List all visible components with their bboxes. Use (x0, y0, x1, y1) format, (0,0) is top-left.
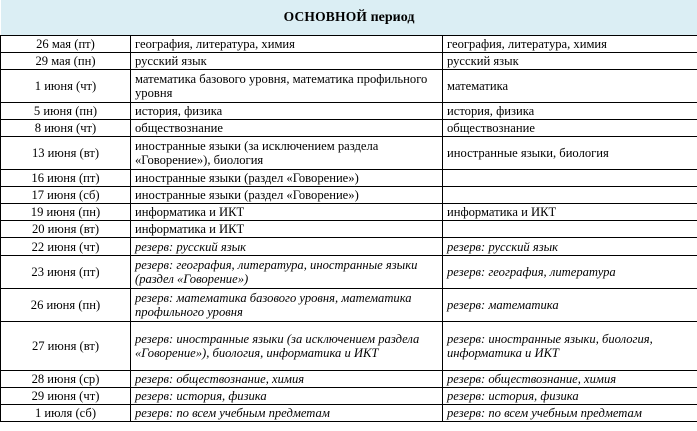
subjects-col2: резерв: иностранные языки, биология, информатика и ИКТ (443, 322, 697, 371)
subjects-col1: резерв: по всем учебным предметам (131, 405, 443, 422)
subjects-col1: резерв: русский язык (131, 238, 443, 256)
subjects-col2: иностранные языки, биология (443, 137, 697, 170)
subjects-col1: география, литература, химия (131, 36, 443, 53)
subjects-col1: резерв: иностранные языки (за исключением раздела «Говорение»), биология, информатика и ИКТ (131, 322, 443, 371)
table-row (1, 36, 697, 53)
subjects-col2: резерв: математика (443, 289, 697, 322)
table-row (1, 371, 697, 388)
table-row (1, 187, 697, 204)
table-row (1, 53, 697, 70)
subjects-col2 (443, 170, 697, 187)
exam-date: 27 июня (вт) (1, 322, 131, 371)
table-header-row (1, 0, 697, 36)
subjects-col2: резерв: история, физика (443, 388, 697, 405)
subjects-col1: резерв: история, физика (131, 388, 443, 405)
title-rest: период (367, 10, 415, 25)
exam-date: 22 июня (чт) (1, 238, 131, 256)
table-title (1, 0, 697, 36)
exam-date: 19 июня (пн) (1, 204, 131, 221)
subjects-col1: математика базового уровня, математика профильного уровня (131, 70, 443, 103)
exam-date: 29 мая (пн) (1, 53, 131, 70)
exam-date: 1 июля (сб) (1, 405, 131, 422)
table-row (1, 170, 697, 187)
subjects-col2: математика (443, 70, 697, 103)
table-row (1, 289, 697, 322)
table-row (1, 256, 697, 289)
table-row (1, 221, 697, 238)
exam-date: 26 мая (пт) (1, 36, 131, 53)
table-row (1, 137, 697, 170)
subjects-col1: обществознание (131, 120, 443, 137)
subjects-col2: русский язык (443, 53, 697, 70)
table-row (1, 322, 697, 371)
exam-date: 5 июня (пн) (1, 103, 131, 120)
table-row (1, 204, 697, 221)
subjects-col2: резерв: обществознание, химия (443, 371, 697, 388)
subjects-col1: иностранные языки (за исключением раздела «Говорение»), биология (131, 137, 443, 170)
table-row (1, 388, 697, 405)
subjects-col2: резерв: по всем учебным предметам (443, 405, 697, 422)
table-row (1, 238, 697, 256)
subjects-col1: иностранные языки (раздел «Говорение») (131, 170, 443, 187)
subjects-col1: информатика и ИКТ (131, 204, 443, 221)
exam-date: 26 июня (пн) (1, 289, 131, 322)
subjects-col2: обществознание (443, 120, 697, 137)
subjects-col1: информатика и ИКТ (131, 221, 443, 238)
exam-date: 8 июня (чт) (1, 120, 131, 137)
title-caps: ОСНОВНОЙ (283, 9, 368, 24)
subjects-col1: резерв: математика базового уровня, математика профильного уровня (131, 289, 443, 322)
exam-date: 17 июня (сб) (1, 187, 131, 204)
exam-date: 29 июня (чт) (1, 388, 131, 405)
exam-date: 13 июня (вт) (1, 137, 131, 170)
subjects-col2: история, физика (443, 103, 697, 120)
table-row (1, 405, 697, 422)
exam-date: 1 июня (чт) (1, 70, 131, 103)
exam-date: 20 июня (вт) (1, 221, 131, 238)
subjects-col2 (443, 221, 697, 238)
subjects-col2: информатика и ИКТ (443, 204, 697, 221)
table-row (1, 103, 697, 120)
subjects-col2: резерв: география, литература (443, 256, 697, 289)
exam-date: 28 июня (ср) (1, 371, 131, 388)
subjects-col1: резерв: география, литература, иностранные языки (раздел «Говорение») (131, 256, 443, 289)
subjects-col1: история, физика (131, 103, 443, 120)
subjects-col2 (443, 187, 697, 204)
subjects-col2: география, литература, химия (443, 36, 697, 53)
exam-date: 23 июня (пт) (1, 256, 131, 289)
exam-date: 16 июня (пт) (1, 170, 131, 187)
subjects-col2: резерв: русский язык (443, 238, 697, 256)
subjects-col1: иностранные языки (раздел «Говорение») (131, 187, 443, 204)
table-row (1, 120, 697, 137)
subjects-col1: резерв: обществознание, химия (131, 371, 443, 388)
table-row (1, 70, 697, 103)
subjects-col1: русский язык (131, 53, 443, 70)
